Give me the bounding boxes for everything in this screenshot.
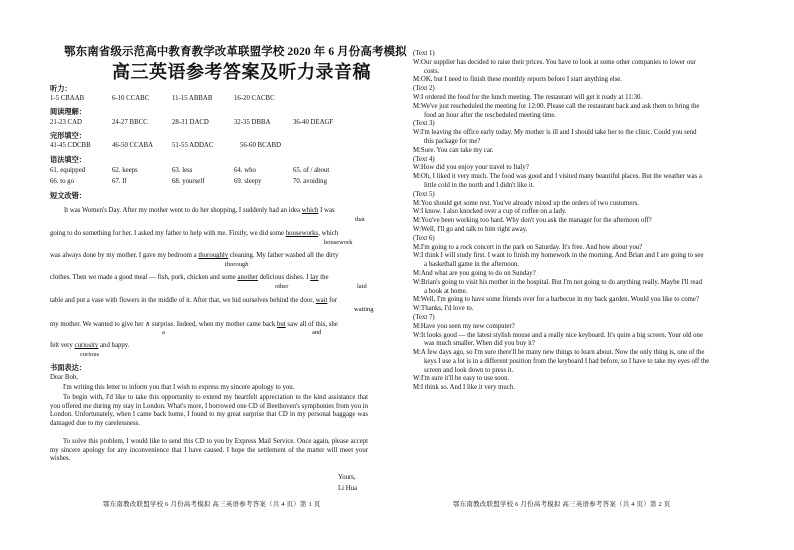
script-line: was much smaller. When did you buy it? (424, 340, 535, 348)
reading-answer: 21-23 CAD (50, 119, 82, 126)
listening-answer: 6-10 CCABC (112, 95, 150, 102)
correction-line: going to do something for her. I asked my father to help with me. Firstly, we did some houseworks, which (50, 230, 339, 237)
script-section-label: (Text 2) (413, 85, 435, 93)
listening-script (413, 50, 773, 393)
error-word: lay (310, 274, 319, 281)
correction-fix: that (355, 216, 365, 223)
writing-salutation: Dear Bob, (50, 374, 78, 381)
script-line: W:It looks good — the latest stylish mouse and a really nice keyboard. It's quite a big screen. Your old one (413, 331, 703, 339)
reading-answer: 28-31 DACD (172, 119, 209, 126)
listening-answer: 11-15 ABBAB (172, 95, 213, 102)
script-line: M:And what are you going to do on Sunday? (413, 269, 536, 277)
script-line: this package for me? (424, 137, 481, 145)
correction-fix: a (162, 329, 165, 336)
script-line: W:How did you enjoy your travel to Italy? (413, 164, 529, 172)
script-section-label: (Text 4) (413, 155, 435, 163)
script-line: food an hour after the rescheduled meeting time. (424, 111, 557, 119)
grammar-answer: 66. to go (50, 178, 74, 185)
script-line: W:Well, I'll go and talk to him right away. (413, 225, 528, 233)
script-line: W:I know. I also knocked over a cup of coffee on a lady. (413, 208, 567, 216)
correction-line: table and put a vase with flowers in the middle of it. After that, we hid ourselves behind the door, wait for (50, 297, 338, 304)
script-line: W:I'm sure it'll be easy to use soon. (413, 375, 510, 383)
error-word: curiosity (74, 342, 99, 349)
script-line: M:Oh, I liked it very much. The food was good and I visited many beautiful places. But the weather was a (413, 173, 702, 181)
grammar-answer: 62. keeps (112, 167, 138, 174)
writing-paragraph: To solve this problem, I would like to send this CD to you by Express Mail Service. Once again, please accept my sincere apology for any inconvenience that I have caused. I hope the settlement of the matter will meet your wishes. (50, 438, 368, 463)
script-section-label: (Text 5) (413, 190, 435, 198)
script-line: M:Have you seen my new computer? (413, 322, 515, 330)
correction-fix: thorough (225, 261, 249, 268)
correction-fix: and (312, 329, 322, 336)
script-line: W:Thanks, I'd love to. (413, 305, 474, 313)
title-line-1: 鄂东南省级示范高中教育教学改革联盟学校 2020 年 6 月份高考模拟 (64, 46, 407, 58)
script-line: a basketball game in the afternoon. (424, 261, 520, 269)
script-line: screen and look down to press it. (424, 366, 514, 374)
correction-line: felt very curiosity and happy. (50, 342, 130, 349)
correction-line: was always done by my mother. I gave my bedroom a thoroughly cleaning. My father washed all the dirty (50, 252, 339, 259)
script-line: M:Sure. You can take my car. (413, 146, 494, 154)
reading-heading: 阅读理解： (50, 108, 86, 116)
cloze-answer: 46-50 CCABA (112, 142, 153, 149)
writing-paragraph: I'm writing this letter to inform you that I wish to express my sincere apology to you. (63, 384, 295, 391)
grammar-answer: 65. of / about (293, 167, 330, 174)
writing-signature: Li Hua (338, 485, 358, 492)
script-line: keys I use a lot is in a different position from the keyboard I had before, so I have to take my eyes off the (424, 357, 710, 365)
footer: 鄂东南教改联盟学校 6 月份高考模拟 高三英语参考答案（共 4 页）第 2 页 (453, 501, 671, 508)
error-word: thoroughly (198, 252, 229, 259)
page-2 (397, 0, 794, 550)
writing-closing: Yours, (338, 474, 356, 481)
script-line: W:I'm leaving the office early today. My mother is ill and I should take her to the clinic. Could you send (413, 129, 697, 137)
script-line: M:Well, I'm going to have some friends over for a barbecue in my back garden. Would you like to come? (413, 296, 699, 304)
reading-answer: 36-40 DEAGF (293, 119, 334, 126)
listening-answer: 1-5 CBAAB (50, 95, 85, 102)
error-word: which (301, 207, 319, 214)
grammar-answer: 70. avoiding (293, 178, 327, 185)
script-section-label: (Text 3) (413, 120, 435, 128)
script-line: costs. (424, 67, 440, 75)
correction-line: my mother. We wanted to give her ∧ surprise. Indeed, when my mother came back but saw all of this, she (50, 321, 338, 328)
grammar-answer: 64. who (234, 167, 256, 174)
correction-line: It was Women's Day. After my mother went to do her shopping, I suddenly had an idea which I was (64, 207, 335, 214)
cloze-answer: 51-55 ADDAC (172, 142, 214, 149)
correction-fix: laid (357, 283, 367, 290)
script-line: M:OK, but I need to finish these monthly reports before I start anything else. (413, 76, 622, 84)
script-line: M:You should get some rest. You've already mixed up the orders of two customers. (413, 199, 639, 207)
cloze-answer: 56-60 BCABD (240, 142, 281, 149)
title-line-2: 高三英语参考答案及听力录音稿 (112, 62, 371, 82)
error-word: wait (315, 297, 328, 304)
writing-paragraph: To begin with, I'd like to take this opportunity to extend my heartfelt appreciation to the kind assistance that you offered me during my stay in London. What's more, I borrowed one CD of Beethoven's symphonies from you in London. Unfortunately, when I came back home, I found to my great surprise that CD in my personal baggage was damaged due to my carelessness. (50, 394, 368, 427)
script-line: M:A few days ago, so I'm sure there'll be many new things to learn about. Now the only thing is, one of the (413, 349, 705, 357)
script-section-label: (Text 7) (413, 313, 435, 321)
grammar-heading: 语法填空： (50, 156, 86, 164)
script-section-label: (Text 1) (413, 50, 435, 57)
grammar-answer: 68. yourself (172, 178, 205, 185)
script-line: little cold in the north and I didn't like it. (424, 181, 535, 189)
listening-answer: 16-20 CACBC (234, 95, 275, 102)
script-line: M:I'm going to a rock concert in the park on Saturday. It's free. And how about you? (413, 243, 643, 251)
cloze-answer: 41-45 CDCBB (50, 142, 91, 149)
correction-line: clothes. Then we made a good meal — fish, pork, chicken and some another delicious dishes. I lay the (50, 274, 329, 281)
cloze-heading: 完形填空： (50, 132, 86, 140)
script-line: M:I think so. And I like it very much. (413, 384, 515, 392)
script-line: a book at home. (424, 287, 468, 295)
correction-fix: curious (80, 351, 100, 358)
grammar-answer: 63. less (172, 167, 193, 174)
script-line: M:We've just rescheduled the meeting for 12:00. Please call the restaurant back and ask them to bring the (413, 102, 700, 110)
script-line: W:I ordered the food for the lunch meeting. The restaurant will get it ready at 11:30. (413, 93, 643, 101)
correction-fix: waiting (354, 306, 374, 313)
grammar-answer: 69. sleepy (234, 178, 262, 185)
correction-fix: housework (324, 239, 353, 246)
error-word: another (237, 274, 258, 281)
error-word: houseworks (285, 230, 319, 237)
correction-fix: other (275, 283, 289, 290)
script-section-label: (Text 6) (413, 234, 435, 242)
script-line: M:You've been working too hard. Why don't you ask the manager for the afternoon off? (413, 217, 652, 225)
writing-heading: 书面表达： (50, 364, 86, 372)
script-line: W:Brian's going to visit his mother in the hospital. But I'm not going to do anything really. Maybe I'll read (413, 278, 702, 286)
grammar-answer: 67. If (112, 178, 127, 185)
grammar-answer: 61. equipped (50, 167, 86, 174)
footer: 鄂东南教改联盟学校 6 月份高考模拟 高三英语参考答案（共 4 页）第 1 页 (103, 501, 321, 508)
reading-answer: 32-35 DBBA (234, 119, 271, 126)
script-line: W:I think I will study first. I want to finish my homework in the morning. And Brian and I are going to see (413, 252, 704, 260)
listening-heading: 听力： (50, 85, 72, 93)
script-line: W:Our supplier has decided to raise their prices. You have to look at some other companies to lower our (413, 58, 696, 66)
error-word: but (277, 321, 286, 328)
correction-heading: 短文改错： (50, 192, 86, 200)
reading-answer: 24-27 BBCC (112, 119, 148, 126)
